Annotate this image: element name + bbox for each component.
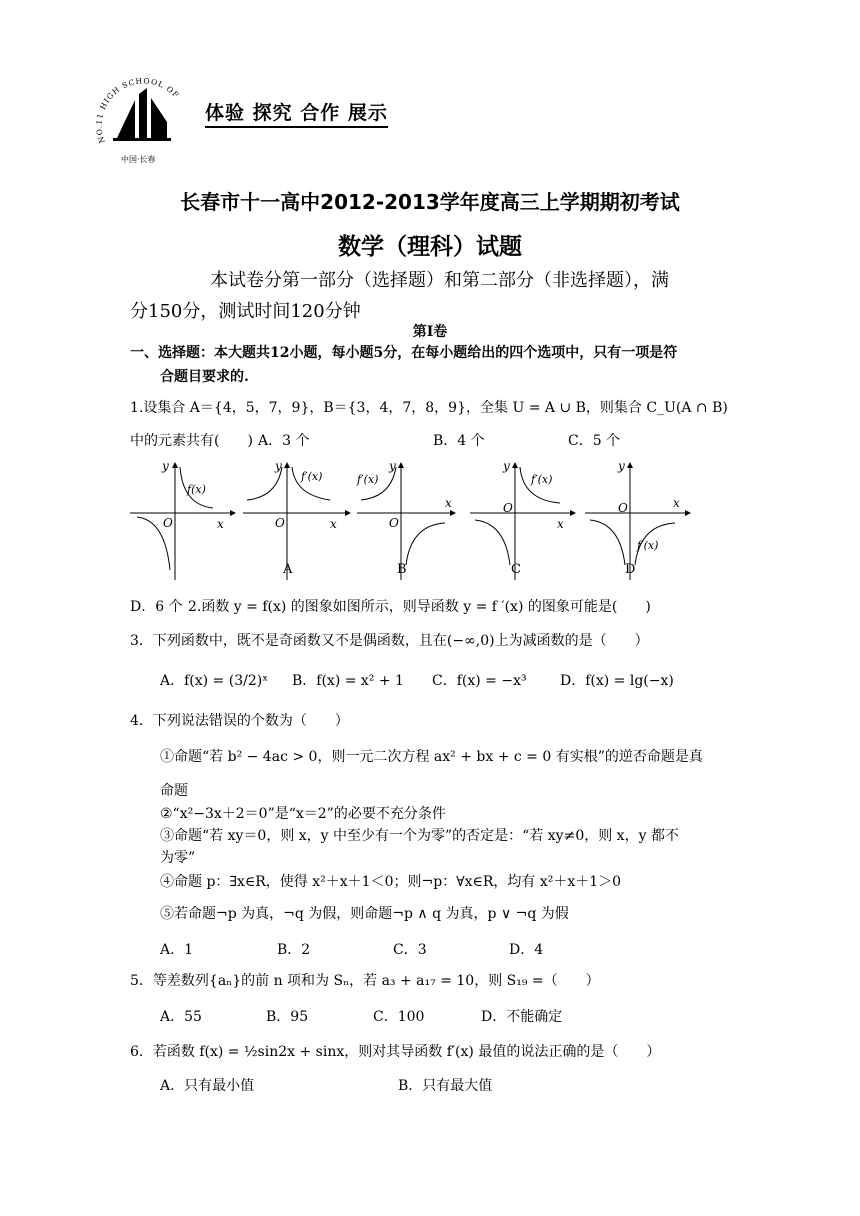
graph-label-c: C bbox=[511, 562, 521, 577]
q2-stem: 2.函数 y = f(x) 的图象如图所示，则导函数 y = f ′(x) 的图象可能是( ) bbox=[188, 599, 651, 615]
section-heading-2: 合题目要求的. bbox=[160, 369, 249, 385]
svg-text:x: x bbox=[330, 517, 337, 531]
q4-stem: 4．下列说法错误的个数为（ ） bbox=[130, 713, 349, 729]
graph-label-a: A bbox=[283, 562, 293, 577]
school-logo bbox=[95, 70, 195, 170]
q3-option-c: C．f(x) = −x³ bbox=[432, 673, 527, 689]
q3-stem: 3．下列函数中，既不是奇函数又不是偶函数，且在(−∞,0)上为减函数的是（ ） bbox=[130, 633, 649, 649]
svg-text:f′(x): f′(x) bbox=[637, 539, 659, 552]
q4-statement-1-cont: 命题 bbox=[160, 783, 188, 799]
q6-stem: 6．若函数 f(x) = ½sin2x + sinx，则对其导函数 f′(x) 最值的说法正确的是（ ） bbox=[130, 1044, 661, 1060]
graph-label-b: B bbox=[397, 562, 407, 577]
svg-text:O: O bbox=[275, 516, 285, 530]
q4-option-c: C．3 bbox=[393, 942, 427, 958]
graph-option-c bbox=[470, 459, 575, 580]
intro-line-1: 本试卷分第一部分（选择题）和第二部分（非选择题），满 bbox=[210, 270, 669, 291]
q5-stem: 5．等差数列{aₙ}的前 n 项和为 Sₙ，若 a₃ + a₁₇ = 10，则 S₁₉ =（ ） bbox=[130, 973, 600, 989]
q4-option-b: B．2 bbox=[277, 942, 311, 958]
svg-text:f′(x): f′(x) bbox=[301, 470, 323, 483]
q3-option-b: B．f(x) = x² + 1 bbox=[292, 673, 404, 689]
q4-statement-2: ②“x²−3x＋2＝0”是“x＝2”的必要不充分条件 bbox=[160, 806, 446, 822]
school-motto: 体验 探究 合作 展示 bbox=[205, 98, 388, 125]
q1-stem-cont: 中的元素共有( ) bbox=[130, 433, 253, 449]
logo-emblem-icon bbox=[113, 88, 171, 141]
svg-text:f(x): f(x) bbox=[187, 483, 206, 496]
svg-text:y: y bbox=[503, 459, 510, 473]
svg-text:f′(x): f′(x) bbox=[531, 473, 553, 486]
q3-option-d: D．f(x) = lg(−x) bbox=[560, 673, 674, 689]
svg-text:y: y bbox=[389, 459, 396, 473]
graph-option-b bbox=[356, 459, 455, 580]
graph-option-d bbox=[585, 459, 690, 580]
q4-statement-3-cont: 为零” bbox=[160, 850, 196, 866]
q4-option-a: A．1 bbox=[160, 942, 194, 958]
q5-option-b: B．95 bbox=[266, 1009, 309, 1025]
svg-text:O: O bbox=[618, 501, 628, 515]
q1-option-a: A．3 个 bbox=[258, 433, 310, 449]
svg-text:y: y bbox=[275, 459, 282, 473]
q1-stem: 1.设集合 A＝{4，5，7，9}，B＝{3，4，7，8，9}，全集 U = A ∪ B，则集合 C_U(A ∩ B) bbox=[130, 400, 728, 416]
svg-text:x: x bbox=[557, 517, 564, 531]
q2-graphs bbox=[125, 455, 695, 585]
intro-line-2: 分150分，测试时间120分钟 bbox=[130, 301, 361, 322]
graph-option-a bbox=[243, 459, 350, 580]
graph-fx bbox=[130, 459, 235, 580]
logo-subtext: 中国·长春 bbox=[121, 155, 156, 164]
svg-text:x: x bbox=[217, 517, 224, 531]
section-label: 第Ⅰ卷 bbox=[412, 324, 448, 340]
q6-option-a: A．只有最小值 bbox=[160, 1078, 255, 1094]
q5-option-c: C．100 bbox=[373, 1009, 425, 1025]
q4-statement-1: ①命题“若 b² − 4ac > 0，则一元二次方程 ax² + bx + c = 0 有实根”的逆否命题是真 bbox=[160, 749, 703, 765]
svg-text:y: y bbox=[618, 459, 625, 473]
q5-option-d: D．不能确定 bbox=[481, 1009, 563, 1025]
q1-option-c: C．5 个 bbox=[568, 433, 621, 449]
exam-subject-title: 数学（理科）试题 bbox=[338, 234, 522, 260]
q5-option-a: A．55 bbox=[160, 1009, 202, 1025]
exam-title: 长春市十一高中2012-2013学年度高三上学期期初考试 bbox=[180, 190, 680, 214]
section-heading-1: 一、选择题：本大题共12小题，每小题5分，在每小题给出的四个选项中，只有一项是符 bbox=[130, 345, 678, 361]
q6-option-b: B．只有最大值 bbox=[398, 1078, 493, 1094]
svg-text:O: O bbox=[389, 516, 399, 530]
q1-option-b: B．4 个 bbox=[433, 433, 485, 449]
q4-statement-5: ⑤若命题¬p 为真，¬q 为假，则命题¬p ∧ q 为真，p ∨ ¬q 为假 bbox=[160, 906, 569, 922]
svg-text:x: x bbox=[445, 496, 452, 510]
svg-text:x: x bbox=[673, 496, 680, 510]
svg-text:O: O bbox=[163, 516, 173, 530]
graph-label-d: D bbox=[625, 562, 636, 577]
svg-text:f′(x): f′(x) bbox=[357, 473, 379, 486]
q4-option-d: D．4 bbox=[509, 942, 544, 958]
q3-option-a: A．f(x) = (3/2)ˣ bbox=[160, 673, 269, 689]
q4-statement-3: ③命题“若 xy＝0，则 x，y 中至少有一个为零”的否定是：“若 xy≠0，则 x，y 都不 bbox=[160, 828, 679, 844]
q1-option-d: D．6 个 bbox=[130, 599, 183, 615]
q4-statement-4: ④命题 p：∃x∈R，使得 x²＋x＋1＜0；则¬p：∀x∈R，均有 x²＋x＋1＞0 bbox=[160, 874, 622, 890]
logo-ring-text: NO.11 HIGH SCHOOL OF bbox=[95, 76, 182, 145]
svg-text:y: y bbox=[162, 459, 169, 473]
svg-text:O: O bbox=[503, 501, 513, 515]
